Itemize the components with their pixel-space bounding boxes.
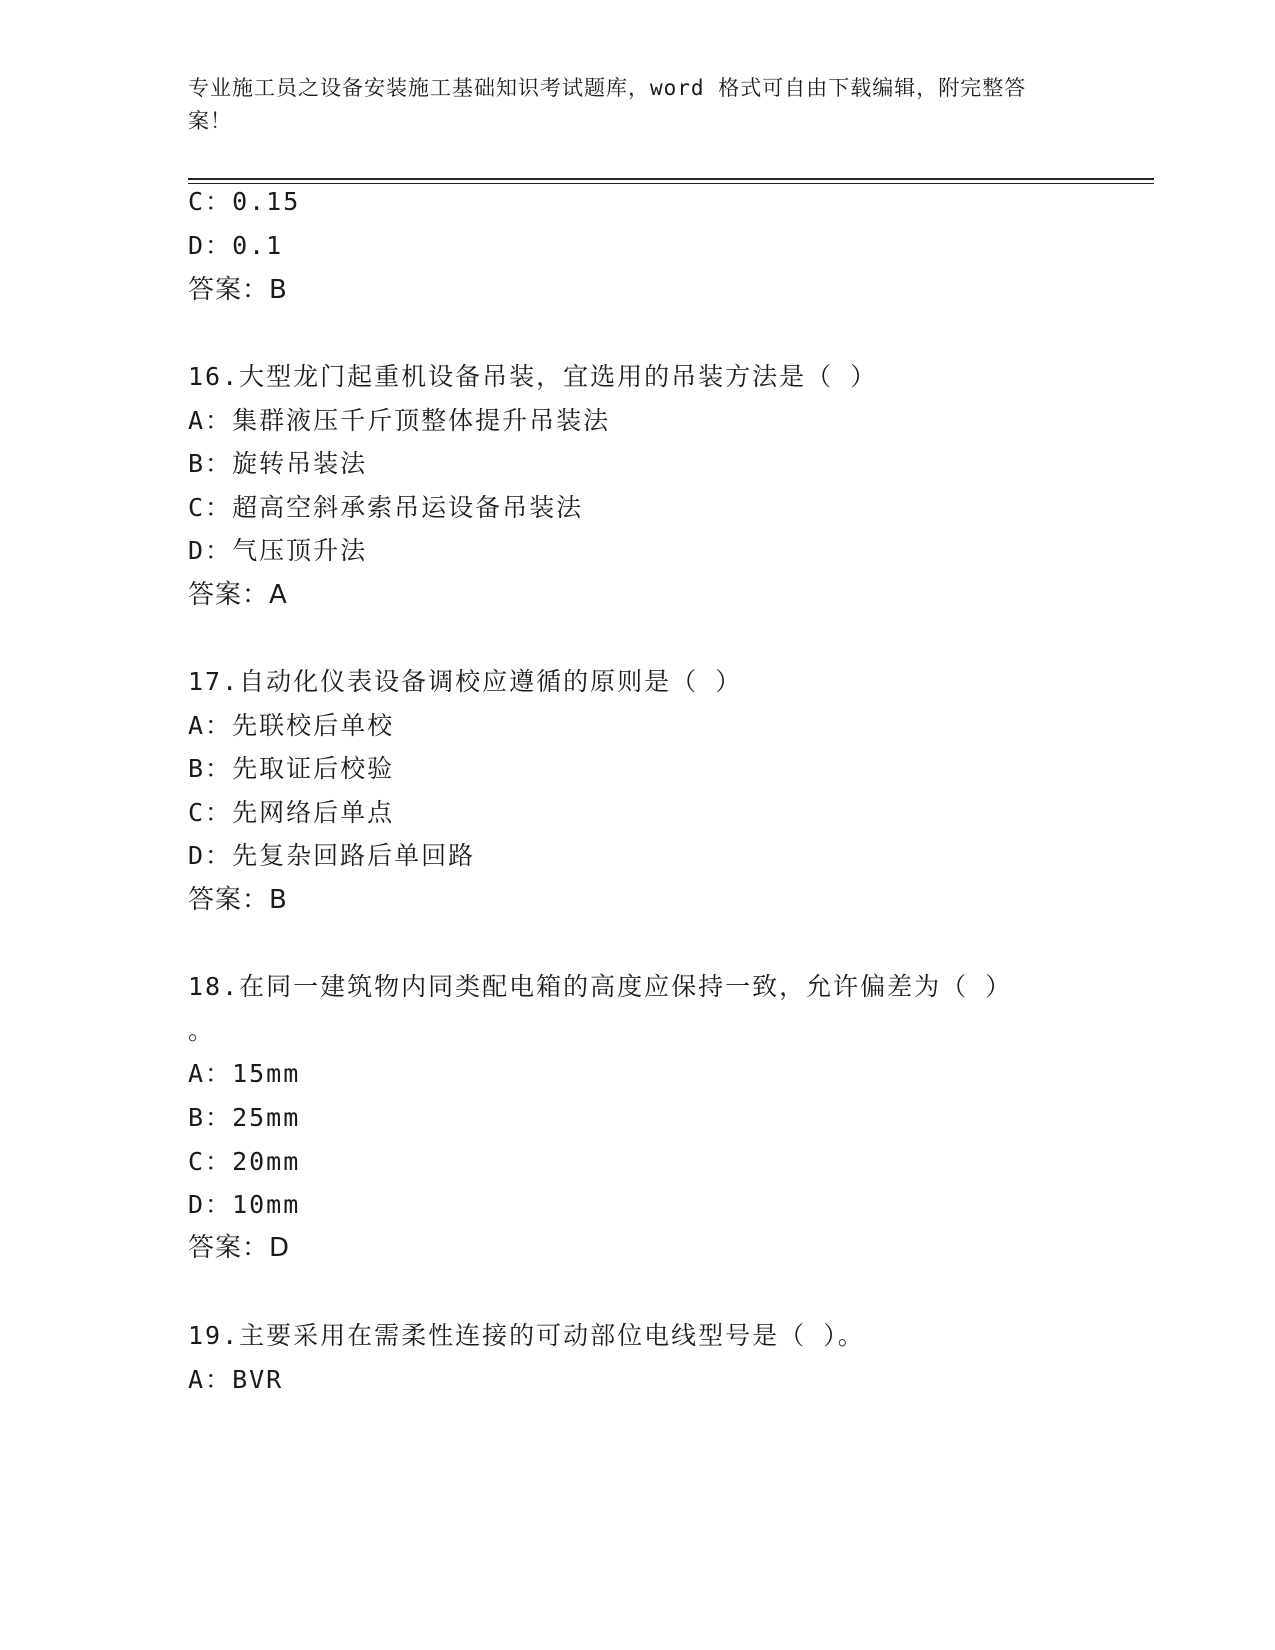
- question-17-answer: 答案：B: [188, 885, 288, 915]
- question-18-answer: 答案：D: [188, 1233, 291, 1263]
- option-c: C：0.15: [188, 187, 301, 216]
- question-17-option-d: D：先复杂回路后单回路: [188, 841, 476, 870]
- page-header: 专业施工员之设备安装施工基础知识考试题库，word 格式可自由下载编辑，附完整答案！: [188, 76, 1027, 133]
- question-16-stem: 16.大型龙门起重机设备吊装，宜选用的吊装方法是（ ）: [188, 362, 878, 391]
- question-17-option-c: C：先网络后单点: [188, 798, 395, 827]
- question-16-option-a: A：集群液压千斤顶整体提升吊装法: [188, 406, 611, 435]
- answer-line: 答案：B: [188, 275, 288, 305]
- question-18-option-c: C：20mm: [188, 1147, 301, 1176]
- question-16-option-b: B：旋转吊装法: [188, 449, 368, 478]
- option-d: D：0.1: [188, 231, 284, 260]
- question-19-stem: 19.主要采用在需柔性连接的可动部位电线型号是（ ）。: [188, 1321, 865, 1350]
- question-17-stem: 17.自动化仪表设备调校应遵循的原则是（ ）: [188, 667, 743, 696]
- question-17-option-b: B：先取证后校验: [188, 754, 395, 783]
- question-18-stem: 18.在同一建筑物内同类配电箱的高度应保持一致，允许偏差为（ ）: [188, 972, 1013, 1001]
- question-16-option-d: D：气压顶升法: [188, 536, 368, 565]
- question-16-option-c: C：超高空斜承索吊运设备吊装法: [188, 493, 584, 522]
- question-17-option-a: A：先联校后单校: [188, 711, 395, 740]
- question-19-option-a: A：BVR: [188, 1365, 284, 1394]
- question-18-stem-continued: 。: [188, 1016, 216, 1045]
- header-divider-thick: [188, 178, 1154, 180]
- header-divider-thin: [188, 183, 1154, 184]
- question-18-option-a: A：15mm: [188, 1059, 301, 1088]
- question-16-answer: 答案：A: [188, 580, 288, 610]
- question-18-option-d: D：10mm: [188, 1190, 301, 1219]
- question-18-option-b: B：25mm: [188, 1103, 301, 1132]
